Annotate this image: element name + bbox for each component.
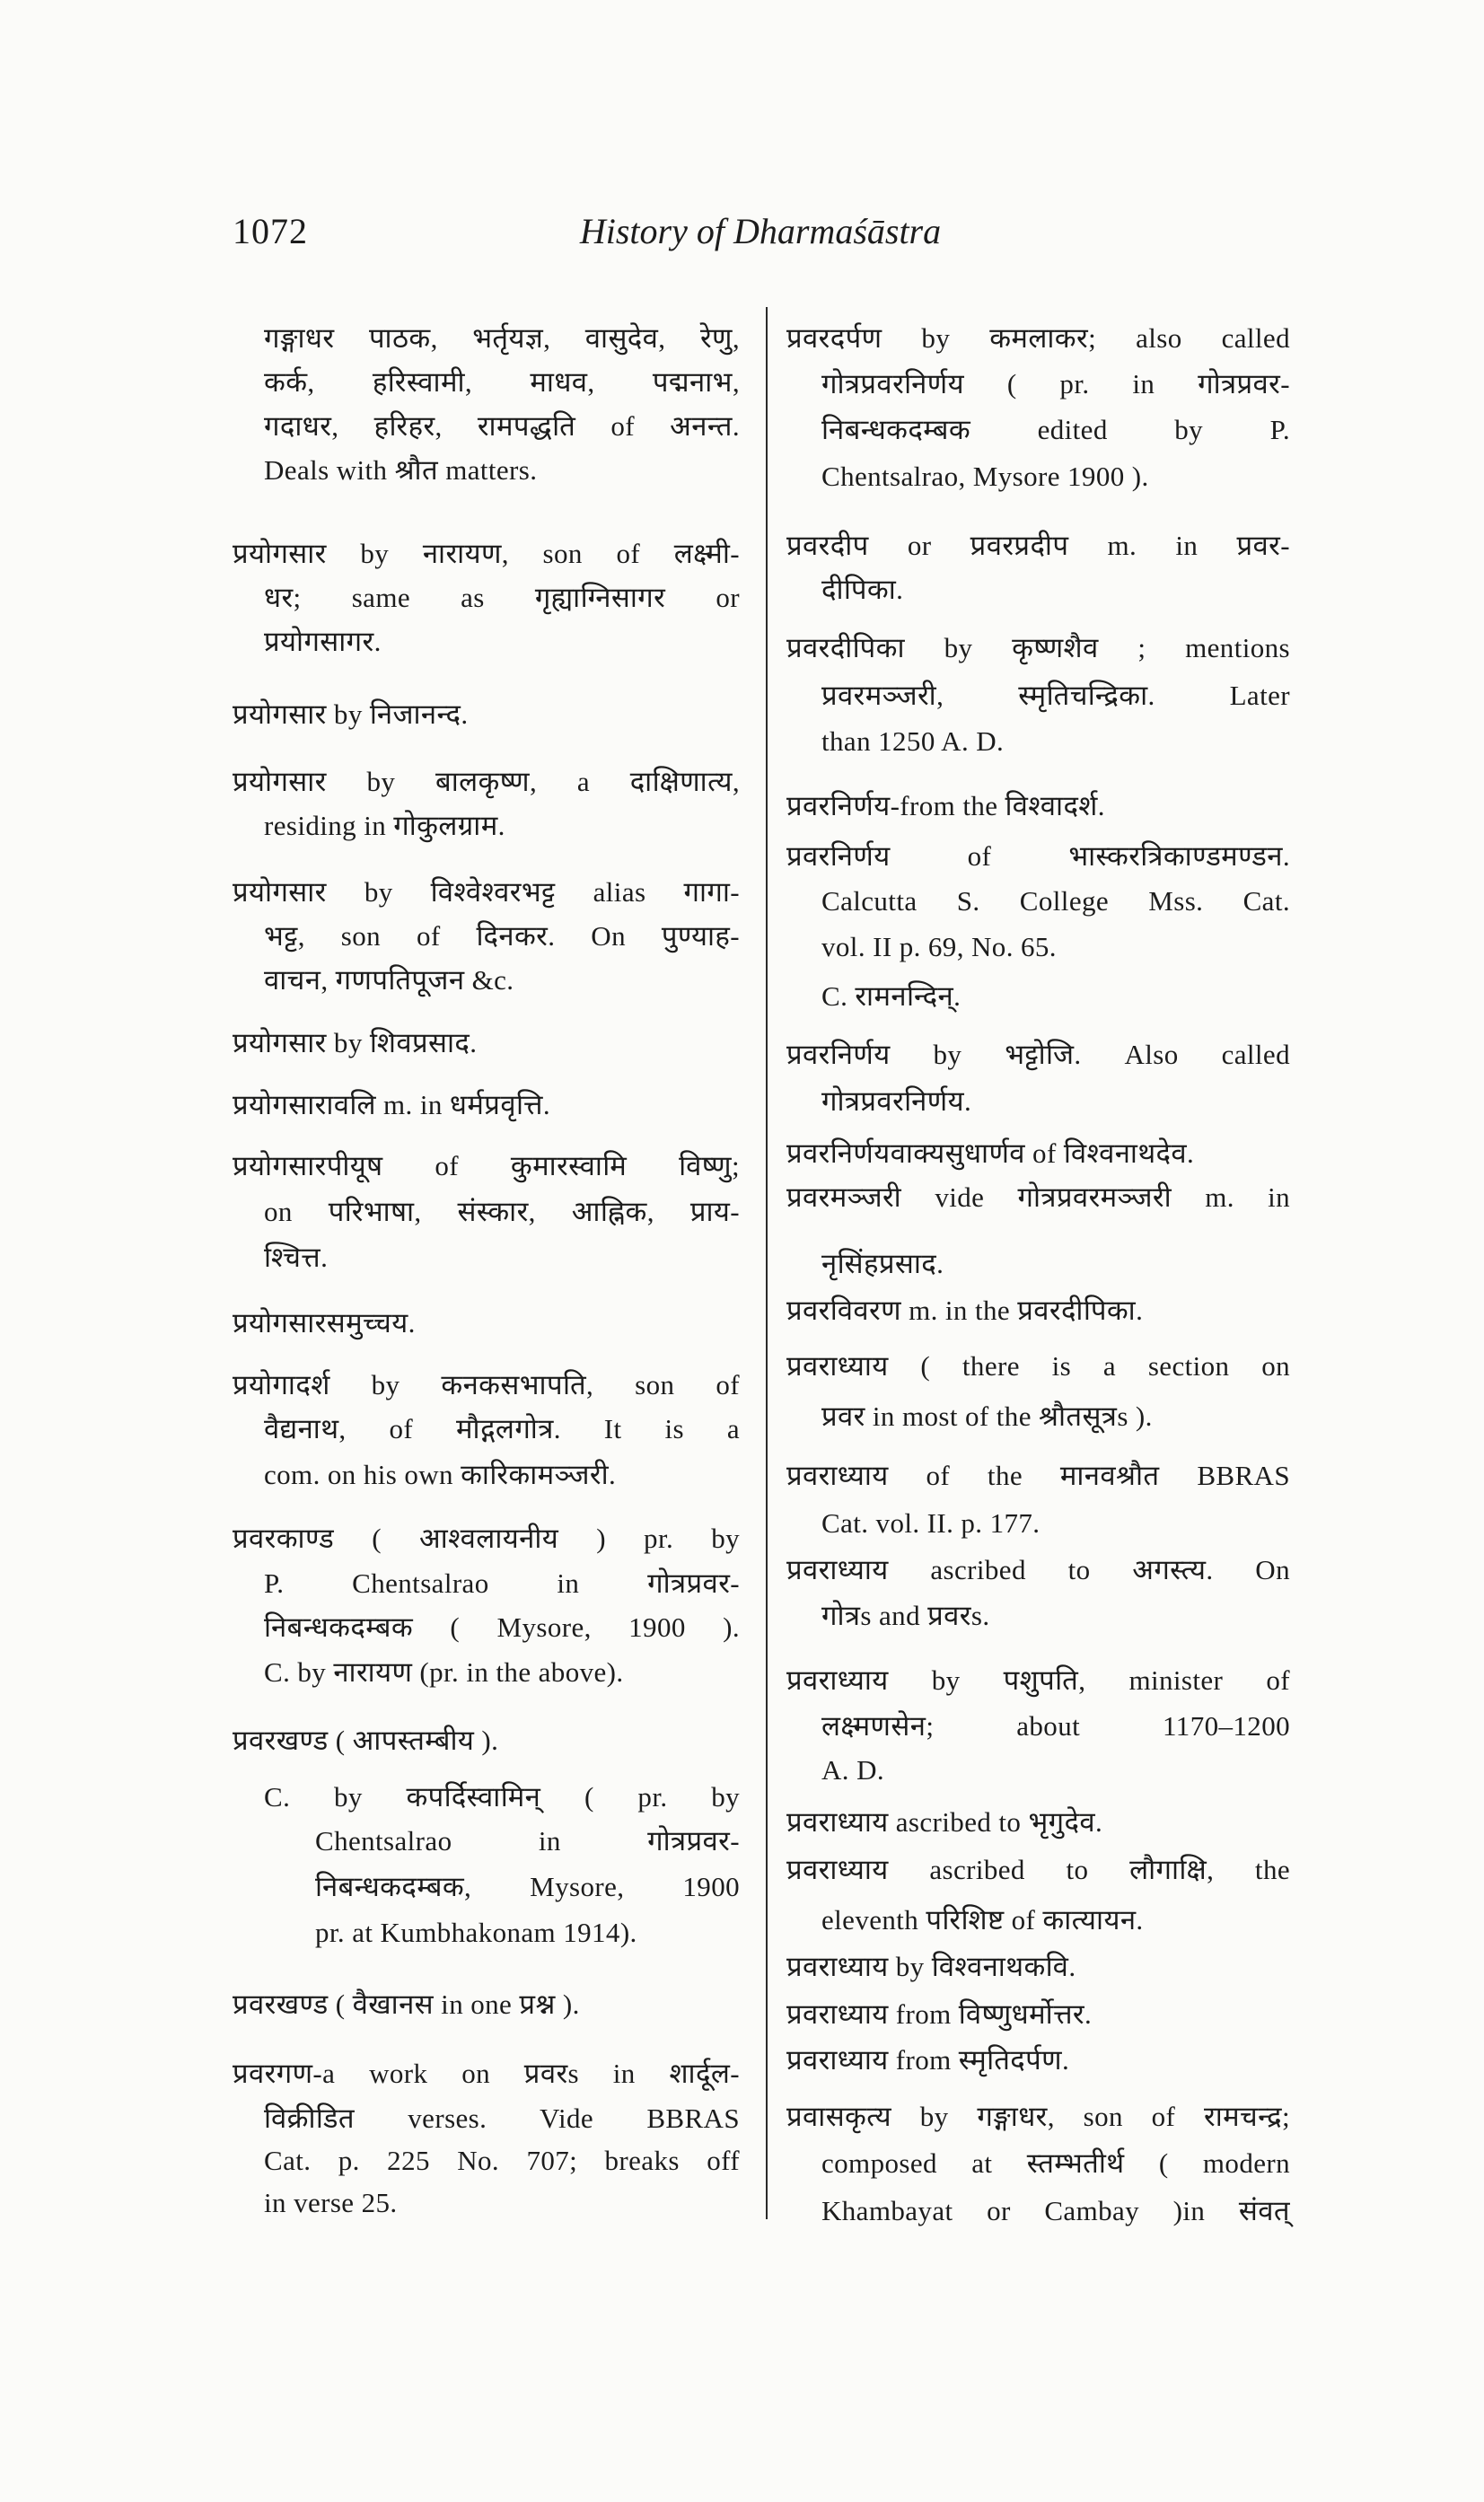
entry-headword-line: प्रवरगण-a work on प्रवरs in शार्दूल- — [233, 2058, 740, 2089]
entry-headword-line: प्रवराध्याय ascribed to भृगुदेव. — [786, 1806, 1103, 1838]
entry-line: Chentsalrao, Mysore 1900 ). — [821, 461, 1149, 492]
entry-line: P. Chentsalrao in गोत्रप्रवर- — [264, 1567, 740, 1599]
entry-headword-line: प्रयोगादर्श by कनकसभापति, son of — [233, 1369, 740, 1400]
entry-line: श्चित्त. — [264, 1242, 329, 1273]
entry-line: गङ्गाधर पाठक, भर्तृयज्ञ, वासुदेव, रेणु, — [264, 322, 740, 354]
entry-line: प्रवर in most of the श्रौतसूत्रs ). — [821, 1400, 1153, 1432]
entry-line: Deals with श्रौत matters. — [264, 454, 538, 486]
entry-line: C. by नारायण (pr. in the above). — [264, 1656, 624, 1688]
entry-line: वैद्यनाथ, of मौद्गलगोत्र. It is a — [264, 1413, 740, 1444]
entry-line: Chentsalrao in गोत्रप्रवर- — [315, 1825, 740, 1857]
entry-headword-line: प्रवरनिर्णय by भट्टोजि. Also called — [786, 1039, 1290, 1070]
entry-line: A. D. — [821, 1754, 885, 1786]
entry-headword-line: प्रयोगसारपीयूष of कुमारस्वामि विष्णु; — [233, 1150, 740, 1181]
entry-line: प्रयोगसागर. — [264, 626, 382, 657]
entry-headword-line: प्रवराध्याय of the मानवश्रौत BBRAS — [786, 1460, 1290, 1491]
entry-line: भट्ट, son of दिनकर. On पुण्याह- — [264, 920, 740, 952]
entry-line: on परिभाषा, संस्कार, आह्निक, प्राय- — [264, 1196, 740, 1227]
entry-line: गोत्रप्रवरनिर्णय. — [821, 1085, 972, 1117]
entry-headword-line: प्रवराध्याय by पशुपति, minister of — [786, 1664, 1290, 1696]
entry-headword-line: प्रवरकाण्ड ( आश्वलायनीय ) pr. by — [233, 1523, 740, 1554]
entry-line: com. on his own कारिकामञ्जरी. — [264, 1459, 617, 1490]
entry-headword-line: प्रवरमञ्जरी vide गोत्रप्रवरमञ्जरी m. in — [786, 1181, 1290, 1213]
entry-line: Cat. vol. II. p. 177. — [821, 1507, 1041, 1539]
entry-line: residing in गोकुलग्राम. — [264, 810, 505, 841]
entry-line: eleventh परिशिष्ट of कात्यायन. — [821, 1904, 1144, 1936]
entry-line: निबन्धकदम्बक ( Mysore, 1900 ). — [264, 1611, 740, 1643]
entry-line: in verse 25. — [264, 2187, 398, 2218]
entry-line: लक्ष्मणसेन; about 1170–1200 — [821, 1710, 1290, 1742]
entry-line: pr. at Kumbhakonam 1914). — [315, 1917, 637, 1948]
entry-line: Khambayat or Cambay )in संवत् — [821, 2195, 1290, 2226]
entry-line: धर; same as गृह्याग्निसागर or — [264, 582, 740, 613]
page-number: 1072 — [233, 211, 308, 251]
entry-headword-line: प्रवरनिर्णयवाक्यसुधार्णव of विश्वनाथदेव. — [786, 1137, 1195, 1169]
entry-headword-line: प्रवराध्याय from स्मृतिदर्पण. — [786, 2044, 1070, 2076]
entry-headword-line: प्रयोगसार by निजानन्द. — [233, 698, 469, 730]
column-divider — [766, 307, 768, 2219]
entry-line: गोत्रप्रवरनिर्णय ( pr. in गोत्रप्रवर- — [821, 368, 1290, 399]
entry-line: निबन्धकदम्बक edited by P. — [821, 414, 1290, 445]
entry-headword-line: प्रवासकृत्य by गङ्गाधर, son of रामचन्द्र; — [786, 2101, 1290, 2132]
entry-line: दीपिका. — [821, 574, 904, 605]
entry-line: वाचन, गणपतिपूजन &c. — [264, 964, 514, 996]
entry-headword-line: प्रवरनिर्णय of भास्करत्रिकाण्डमण्डन. — [786, 840, 1290, 872]
entry-headword-line: प्रयोगसारसमुच्चय. — [233, 1307, 416, 1339]
entry-headword-line: प्रवराध्याय by विश्वनाथकवि. — [786, 1951, 1076, 1982]
entry-line: Cat. p. 225 No. 707; breaks off — [264, 2145, 740, 2176]
entry-line: Calcutta S. College Mss. Cat. — [821, 885, 1290, 917]
running-title: History of Dharmaśāstra — [579, 211, 942, 251]
entry-headword-line: प्रयोगसार by नारायण, son of लक्ष्मी- — [233, 538, 740, 569]
entry-headword-line: प्रवरदर्पण by कमलाकर; also called — [786, 322, 1290, 354]
entry-line: कर्क, हरिस्वामी, माधव, पद्मनाभ, — [264, 366, 740, 398]
entry-headword-line: प्रवराध्याय ascribed to लौगाक्षि, the — [786, 1854, 1290, 1885]
entry-headword-line: प्रवरखण्ड ( वैखानस in one प्रश्न ). — [233, 1988, 580, 2020]
entry-headword-line: प्रयोगसार by विश्वेश्वरभट्ट alias गागा- — [233, 876, 740, 908]
entry-line: नृसिंहप्रसाद. — [821, 1248, 944, 1279]
entry-line: गदाधर, हरिहर, रामपद्धति of अनन्त. — [264, 410, 740, 442]
entry-headword-line: प्रवरखण्ड ( आपस्तम्बीय ). — [233, 1725, 499, 1756]
entry-headword-line: प्रवरविवरण m. in the प्रवरदीपिका. — [786, 1295, 1144, 1326]
entry-line: प्रवरमञ्जरी, स्मृतिचन्द्रिका. Later — [821, 680, 1290, 711]
entry-line: C. रामनन्दिन्. — [821, 980, 962, 1012]
entry-line: composed at स्तम्भतीर्थ ( modern — [821, 2147, 1290, 2179]
entry-headword-line: प्रवरनिर्णय-from the विश्वादर्श. — [786, 790, 1105, 821]
entry-line: C. by कपर्दिस्वामिन् ( pr. by — [264, 1781, 740, 1813]
entry-line: निबन्धकदम्बक, Mysore, 1900 — [315, 1871, 740, 1902]
entry-headword-line: प्रवराध्याय from विष्णुधर्मोत्तर. — [786, 1998, 1093, 2030]
entry-headword-line: प्रयोगसार by बालकृष्ण, a दाक्षिणात्य, — [233, 766, 740, 797]
entry-line: विक्रीडित verses. Vide BBRAS — [264, 2103, 740, 2134]
entry-headword-line: प्रयोगसार by शिवप्रसाद. — [233, 1027, 478, 1058]
entry-headword-line: प्रवराध्याय ascribed to अगस्त्य. On — [786, 1554, 1290, 1585]
entry-headword-line: प्रवरदीप or प्रवरप्रदीप m. in प्रवर- — [786, 530, 1290, 561]
entry-line: vol. II p. 69, No. 65. — [821, 931, 1057, 962]
entry-headword-line: प्रवराध्याय ( there is a section on — [786, 1350, 1290, 1382]
entry-headword-line: प्रयोगसारावलि m. in धर्मप्रवृत्ति. — [233, 1089, 550, 1120]
entry-headword-line: प्रवरदीपिका by कृष्णशैव ; mentions — [786, 632, 1290, 663]
entry-line: गोत्रs and प्रवरs. — [821, 1600, 990, 1631]
entry-line: than 1250 A. D. — [821, 725, 1005, 757]
